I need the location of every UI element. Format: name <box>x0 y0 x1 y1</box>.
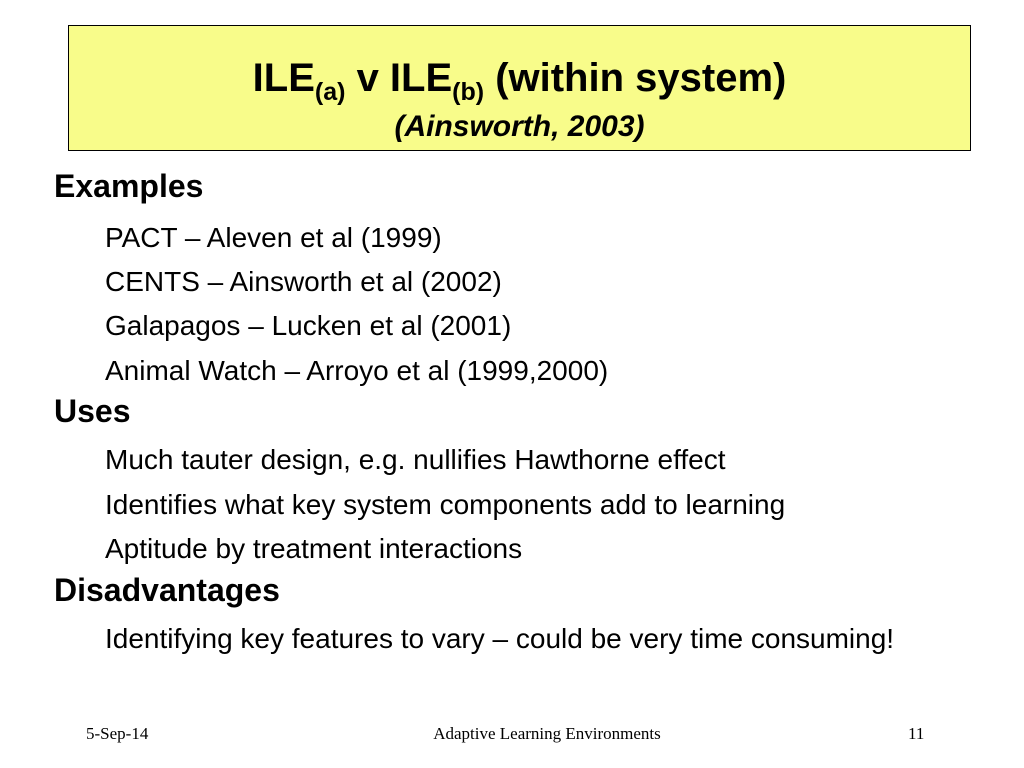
uses-item: Aptitude by treatment interactions <box>105 533 523 564</box>
uses-item: Much tauter design, e.g. nullifies Hawthorne effect <box>105 444 726 475</box>
title-middle: v ILE <box>345 56 453 100</box>
disadvantages-item: Identifying key features to vary – could be very time consuming! <box>105 623 895 654</box>
uses-item: Identifies what key system components add to learning <box>105 489 786 520</box>
example-item: Animal Watch – Arroyo et al (1999,2000) <box>105 355 609 386</box>
footer-page-number: 11 <box>908 724 925 743</box>
footer-date: 5-Sep-14 <box>86 724 149 743</box>
heading-uses: Uses <box>54 393 131 429</box>
example-item: Galapagos – Lucken et al (2001) <box>105 310 512 341</box>
title-prefix: ILE <box>252 56 315 100</box>
example-item: PACT – Aleven et al (1999) <box>105 222 442 253</box>
title-subscript-b: (b) <box>452 78 485 106</box>
heading-disadvantages: Disadvantages <box>54 572 280 608</box>
title-suffix: (within system) <box>484 56 787 100</box>
example-item: CENTS – Ainsworth et al (2002) <box>105 266 502 297</box>
slide-citation: (Ainsworth, 2003) <box>394 110 645 143</box>
heading-examples: Examples <box>54 168 204 204</box>
footer-title: Adaptive Learning Environments <box>433 724 661 743</box>
title-subscript-a: (a) <box>314 78 346 106</box>
